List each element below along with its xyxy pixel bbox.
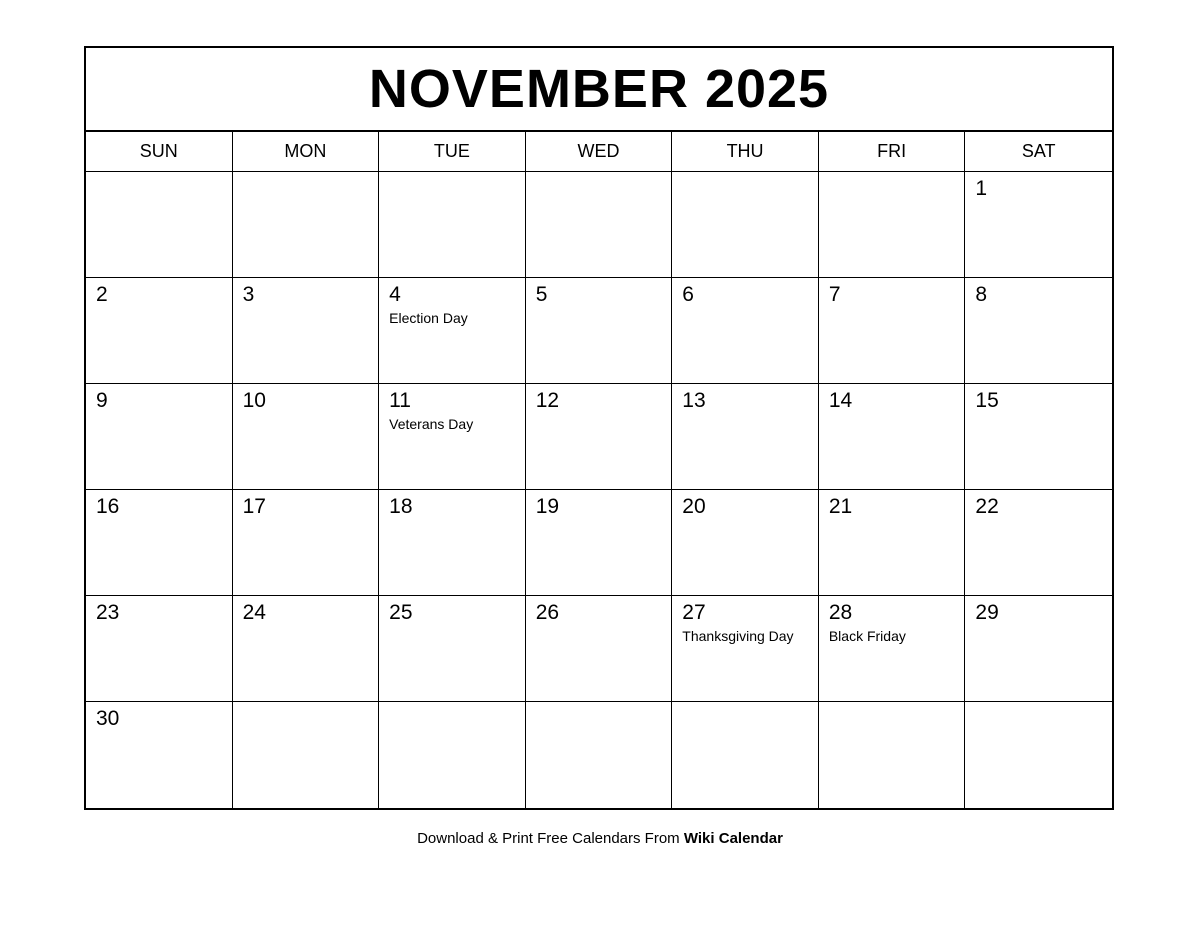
day-number: 19 [535,495,560,518]
day-cell[interactable] [86,384,233,489]
day-cell[interactable] [379,596,526,701]
weekday-header-tue: TUE [379,132,526,171]
day-cell[interactable] [965,596,1112,701]
day-cell[interactable] [965,172,1112,277]
day-cell[interactable] [86,596,233,701]
day-cell[interactable] [819,384,966,489]
day-number: 24 [242,601,266,624]
day-cell[interactable] [233,490,380,595]
day-event: Thanksgiving Day [682,628,794,645]
day-cell[interactable] [379,702,526,808]
weekday-header-sat: SAT [1021,141,1056,161]
day-number: 5 [535,283,548,306]
day-cell[interactable] [965,702,1112,808]
day-number: 20 [682,495,706,518]
calendar-week-row [86,490,1112,596]
day-cell[interactable] [233,702,380,808]
day-number: 22 [975,495,999,518]
day-number: 28 [828,601,853,624]
calendar-week-row [86,384,1112,490]
day-cell[interactable] [379,384,526,489]
footer-credit [0,830,1200,847]
day-cell[interactable] [672,278,819,383]
day-cell[interactable] [965,384,1112,489]
day-number: 17 [242,495,266,518]
day-number: 2 [96,283,108,306]
day-cell[interactable] [86,278,233,383]
day-number: 7 [828,283,841,306]
day-cell[interactable] [819,596,966,701]
day-cell[interactable] [965,278,1112,383]
day-cell[interactable] [379,278,526,383]
day-cell[interactable] [819,278,966,383]
day-event: Veterans Day [389,416,474,433]
day-cell[interactable] [379,490,526,595]
day-cell[interactable] [86,172,233,277]
day-cell[interactable] [526,278,673,383]
day-cell[interactable] [526,384,673,489]
day-number: 11 [389,389,411,412]
calendar-grid [84,46,1114,810]
day-cell[interactable] [672,384,819,489]
day-number: 14 [828,389,853,412]
day-number: 13 [682,389,706,412]
day-cell[interactable] [233,172,380,277]
weekday-header-fri: FRI [819,132,966,171]
calendar-weeks [86,172,1112,808]
day-cell[interactable] [672,596,819,701]
day-number: 10 [242,389,266,412]
weekday-header-thu: THU [672,132,819,171]
day-cell[interactable] [672,490,819,595]
day-number: 8 [975,283,988,306]
day-number: 9 [96,389,108,412]
day-number: 29 [975,601,999,624]
weekday-header-wed: WED [526,132,673,171]
calendar-week-row [86,596,1112,702]
day-cell[interactable] [233,384,380,489]
weekday-header-row [86,132,1112,172]
day-event: Black Friday [828,628,906,645]
day-cell[interactable] [526,596,673,701]
day-number: 25 [389,601,413,624]
footer-brand-link[interactable]: Wiki Calendar [683,830,783,847]
day-cell[interactable] [526,702,673,808]
day-number: 27 [682,601,706,624]
day-cell[interactable] [86,490,233,595]
day-number: 23 [96,601,120,624]
day-number: 16 [96,495,120,518]
day-cell[interactable] [526,490,673,595]
day-cell[interactable] [672,172,819,277]
weekday-header-sun: SUN [86,132,233,171]
calendar-week-row [86,702,1112,808]
day-number: 6 [682,283,694,306]
day-cell[interactable] [672,702,819,808]
day-cell[interactable] [86,702,233,808]
day-number: 12 [535,389,560,412]
page-title: NOVEMBER 2025 [368,59,830,119]
day-number: 4 [389,283,401,306]
calendar-week-row [86,278,1112,384]
day-cell[interactable] [965,490,1112,595]
day-cell[interactable] [819,490,966,595]
day-number: 18 [389,495,413,518]
calendar-title-bar [86,48,1112,132]
calendar-week-row [86,172,1112,278]
day-event: Election Day [389,310,468,327]
day-number: 30 [96,707,120,730]
day-cell[interactable] [379,172,526,277]
day-cell[interactable] [233,278,380,383]
day-number: 3 [242,283,255,306]
day-cell[interactable] [819,702,966,808]
day-number: 21 [828,495,853,518]
weekday-header-mon: MON [233,132,380,171]
day-cell[interactable] [233,596,380,701]
day-number: 26 [535,601,560,624]
day-number: 15 [975,389,999,412]
day-cell[interactable] [526,172,673,277]
day-cell[interactable] [819,172,966,277]
footer-text: Download & Print Free Calendars From [417,830,684,847]
day-number: 1 [975,177,988,200]
